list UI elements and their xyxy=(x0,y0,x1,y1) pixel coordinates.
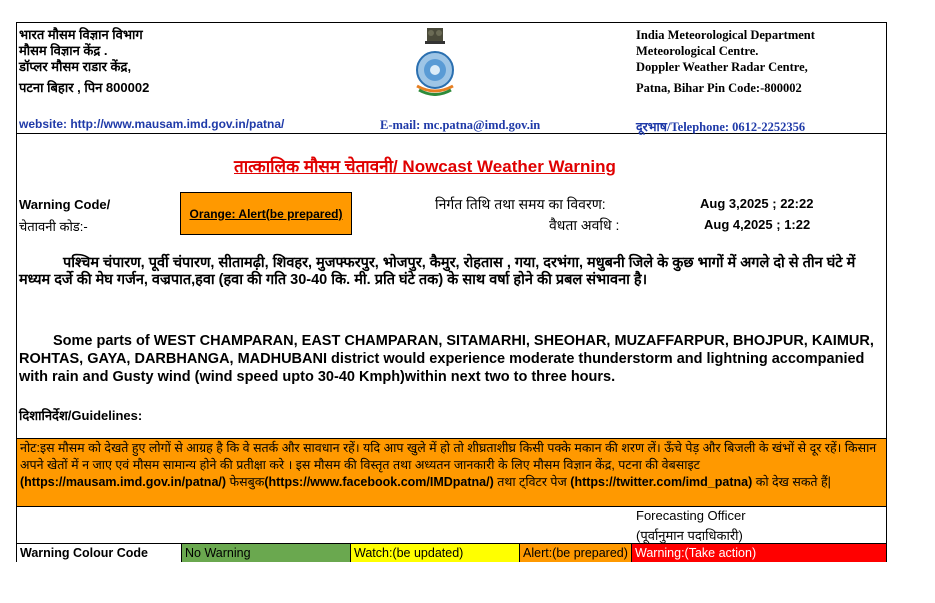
hindi-warning-paragraph: पश्चिम चंपारण, पूर्वी चंपारण, सीतामढ़ी, शिवहर, मुजफ्फरपुर, भोजपुर, कैमुर, रोहतास , गया, दरभंगा, मधुबनी जिले के कुछ भागों में अगले दो से तीन घंटे में मध्यम दर्जे की मेघ गर्जन, वज्रपात,हवा (हवा की गति 30-40 कि. मी. प्रति घंटे तक) के साथ वर्षा होने की प्रबल संभावना है। xyxy=(19,255,856,288)
website-link[interactable]: website: http://www.mausam.imd.gov.in/patna/ xyxy=(19,117,285,131)
forecasting-officer-title: Forecasting Officer xyxy=(636,508,746,523)
note-text-1: नोट:इस मौसम को देखते हुए लोगों से आग्रह है कि वे सतर्क और सावधान रहें। यदि आप खुले में हो तो शीघ्रताशीघ्र किसी पक्के मकान की शरण लें। ऊँचे पेड़ और बिजली के खंभों से दूर रहें। किसान अपने खेतों में न जाए एवं मौसम सामान्य होने की प्रतीक्षा करे । इस मौसम की विस्तृत तथा अध्यतन जानकारी के लिए मौसम विज्ञान केंद्र, पटना की वेबसाइट xyxy=(20,441,877,472)
legend-alert: Alert:(be prepared) xyxy=(520,544,632,562)
header-hindi-line-2: मौसम विज्ञान केंद्र . xyxy=(19,43,108,58)
legend-label: Warning Colour Code xyxy=(17,544,182,562)
issue-datetime-label: निर्गत तिथि तथा समय का विवरण: xyxy=(435,196,606,212)
header-hindi-line-1: भारत मौसम विज्ञान विभाग xyxy=(19,27,143,42)
header-hindi-line-3: डॉप्लर मौसम राडार केंद्र, xyxy=(19,59,132,74)
legend-no-warning: No Warning xyxy=(182,544,351,562)
warning-code-label-en: Warning Code/ xyxy=(19,197,111,212)
header-english-line-1: India Meteorological Department xyxy=(636,28,815,42)
validity-value: Aug 4,2025 ; 1:22 xyxy=(704,217,811,232)
guidelines-label: दिशानिर्देश/Guidelines: xyxy=(19,408,143,423)
page-title: तात्कालिक मौसम चेतावनी/ Nowcast Weather Warning xyxy=(234,157,616,176)
legend-warning: Warning:(Take action) xyxy=(632,544,886,562)
telephone-text: दूरभाष/Telephone: 0612-2252356 xyxy=(636,120,806,134)
header-english-line-3: Doppler Weather Radar Centre, xyxy=(636,60,808,74)
legend-watch: Watch:(be updated) xyxy=(351,544,520,562)
note-twitter-link[interactable]: (https://twitter.com/imd_patna) xyxy=(570,475,753,489)
validity-label: वैधता अवधि : xyxy=(549,217,620,233)
imd-emblem-logo xyxy=(410,26,460,96)
english-warning-paragraph: Some parts of WEST CHAMPARAN, EAST CHAMPARAN, SITAMARHI, SHEOHAR, MUZAFFARPUR, BHOJPUR, KAIMUR, ROHTAS, GAYA, DARBHANGA, MADHUBANI district would experience moderate thunderstorm and lightning accompanied with rain and Gusty wind (wind speed upto 30-40 Kmph)within next two to three hours. xyxy=(19,333,874,385)
note-facebook-link[interactable]: (https://www.facebook.com/IMDpatna/) xyxy=(264,475,494,489)
guidelines-note xyxy=(17,438,886,507)
header-english-line-2: Meteorological Centre. xyxy=(636,44,759,58)
warning-code-label-hi: चेतावनी कोड:- xyxy=(19,219,88,234)
header-english-line-4: Patna, Bihar Pin Code:-800002 xyxy=(636,81,802,95)
header-hindi-line-4: पटना बिहार , पिन 800002 xyxy=(19,80,150,95)
note-text-3: तथा ट्विटर पेज xyxy=(493,475,571,489)
note-text-4: को देख सकते हैं| xyxy=(752,475,831,489)
note-text-2: फेसबुक xyxy=(226,475,265,489)
warning-colour-legend xyxy=(17,543,886,563)
email-link[interactable]: E-mail: mc.patna@imd.gov.in xyxy=(380,118,541,132)
issue-datetime-value: Aug 3,2025 ; 22:22 xyxy=(700,196,814,211)
warning-code-value: Orange: Alert(be prepared) xyxy=(189,206,343,221)
note-website-link[interactable]: (https://mausam.imd.gov.in/patna/) xyxy=(20,475,227,489)
forecasting-officer-title-hindi: (पूर्वानुमान पदाधिकारी) xyxy=(636,528,743,543)
warning-code-badge xyxy=(180,192,352,235)
